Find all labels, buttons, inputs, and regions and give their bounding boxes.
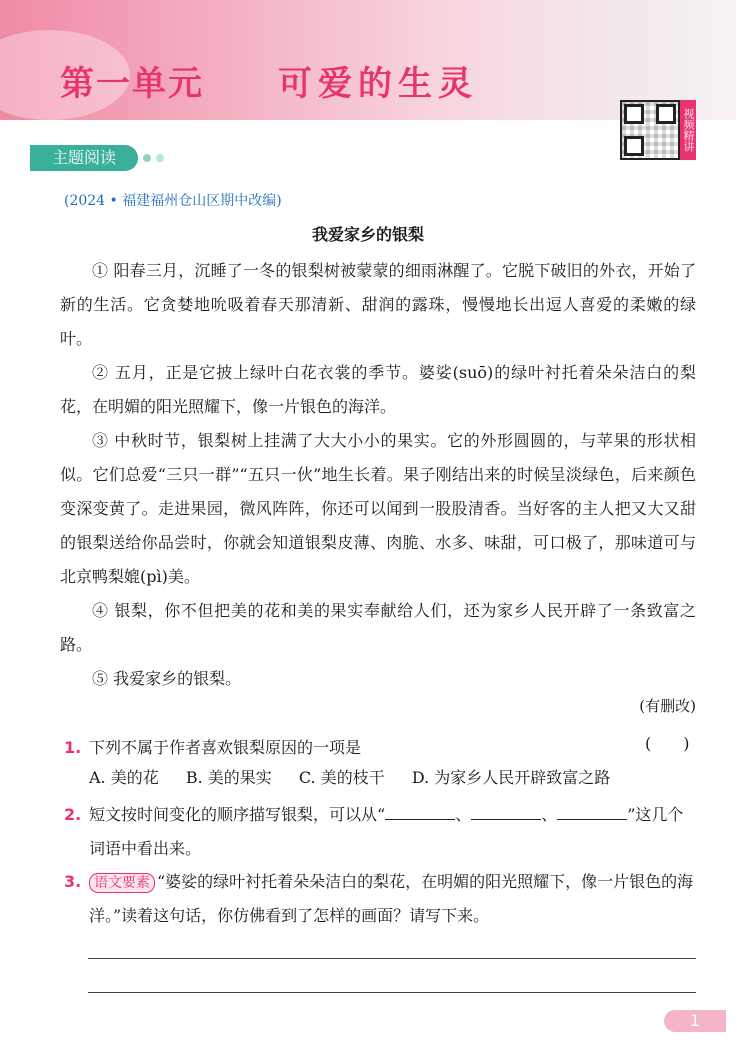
question-2-number: 2. bbox=[64, 805, 82, 824]
section-tab: 主题阅读 bbox=[30, 145, 138, 171]
option-b[interactable]: B. 美的果实 bbox=[185, 768, 272, 787]
answer-line-1[interactable] bbox=[88, 958, 696, 959]
qr-corner bbox=[656, 104, 676, 124]
option-d[interactable]: D. 为家乡人民开辟致富之路 bbox=[411, 768, 611, 787]
option-a[interactable]: A. 美的花 bbox=[89, 768, 159, 787]
question-2-text-a: 短文按时间变化的顺序描写银梨，可以从“ bbox=[89, 805, 386, 824]
edit-note: (有删改) bbox=[639, 697, 696, 715]
decor-dot bbox=[156, 154, 164, 162]
fill-blank-1[interactable] bbox=[385, 803, 455, 820]
qr-label: 视频精讲 bbox=[680, 100, 696, 160]
question-3-body: “婆娑的绿叶衬托着朵朵洁白的梨花，在明媚的阳光照耀下，像一片银色的海洋。”读着这句话，你仿佛看到了怎样的画面？请写下来。 bbox=[89, 872, 694, 925]
paragraph-5: ⑤ 我爱家乡的银梨。 bbox=[92, 669, 242, 688]
question-2-text-b: ”这几个词语中看出来。 bbox=[89, 805, 684, 858]
answer-line-2[interactable] bbox=[88, 992, 696, 993]
question-1-text: 下列不属于作者喜欢银梨原因的一项是 bbox=[89, 738, 362, 757]
article-source: (2024 • 福建福州仓山区期中改编) bbox=[64, 193, 282, 209]
fill-blank-3[interactable] bbox=[557, 803, 627, 820]
decor-dot bbox=[143, 154, 151, 162]
paragraph-2: ② 五月，正是它披上绿叶白花衣裳的季节。婆娑(suō)的绿叶衬托着朵朵洁白的梨花，在明媚的阳光照耀下，像一片银色的海洋。 bbox=[60, 363, 696, 416]
paragraph-1: ① 阳春三月，沉睡了一冬的银梨树被蒙蒙的细雨淋醒了。它脱下破旧的外衣，开始了新的生活。它贪婪地吮吸着春天那清新、甜润的露珠，慢慢地长出逗人喜爱的柔嫩的绿叶。 bbox=[60, 261, 696, 348]
separator: 、 bbox=[455, 805, 472, 824]
skill-tag: 语文要素 bbox=[89, 873, 155, 893]
unit-title: 可爱的生灵 bbox=[278, 64, 478, 104]
question-1-options bbox=[89, 765, 610, 788]
question-3-text bbox=[89, 865, 696, 933]
qr-corner bbox=[624, 136, 644, 156]
option-c[interactable]: C. 美的枝干 bbox=[298, 768, 385, 787]
question-3-number: 3. bbox=[64, 872, 82, 891]
question-2-text bbox=[89, 798, 696, 866]
unit-label: 第一单元 bbox=[60, 64, 204, 104]
answer-paren[interactable]: ( ) bbox=[645, 734, 690, 753]
qr-code-icon[interactable] bbox=[620, 100, 680, 160]
separator: 、 bbox=[541, 805, 558, 824]
paragraph-4: ④ 银梨，你不但把美的花和美的果实奉献给人们，还为家乡人民开辟了一条致富之路。 bbox=[60, 601, 696, 654]
qr-corner bbox=[624, 104, 644, 124]
question-1-number: 1. bbox=[64, 738, 82, 757]
page-number: 1 bbox=[664, 1010, 726, 1032]
fill-blank-2[interactable] bbox=[471, 803, 541, 820]
article-title: 我爱家乡的银梨 bbox=[311, 225, 424, 244]
paragraph-3: ③ 中秋时节，银梨树上挂满了大大小小的果实。它的外形圆圆的，与苹果的形状相似。它们总爱“三只一群”“五只一伙”地生长着。果子刚结出来的时候呈淡绿色，后来颜色变深变黄了。走进果园，微风阵阵，你还可以闻到一股股清香。当好客的主人把又大又甜的银梨送给你品尝时，你就会知道银梨皮薄、肉脆、水多、味甜，可口极了，那味道可与北京鸭梨媲(pì)美。 bbox=[60, 431, 696, 586]
